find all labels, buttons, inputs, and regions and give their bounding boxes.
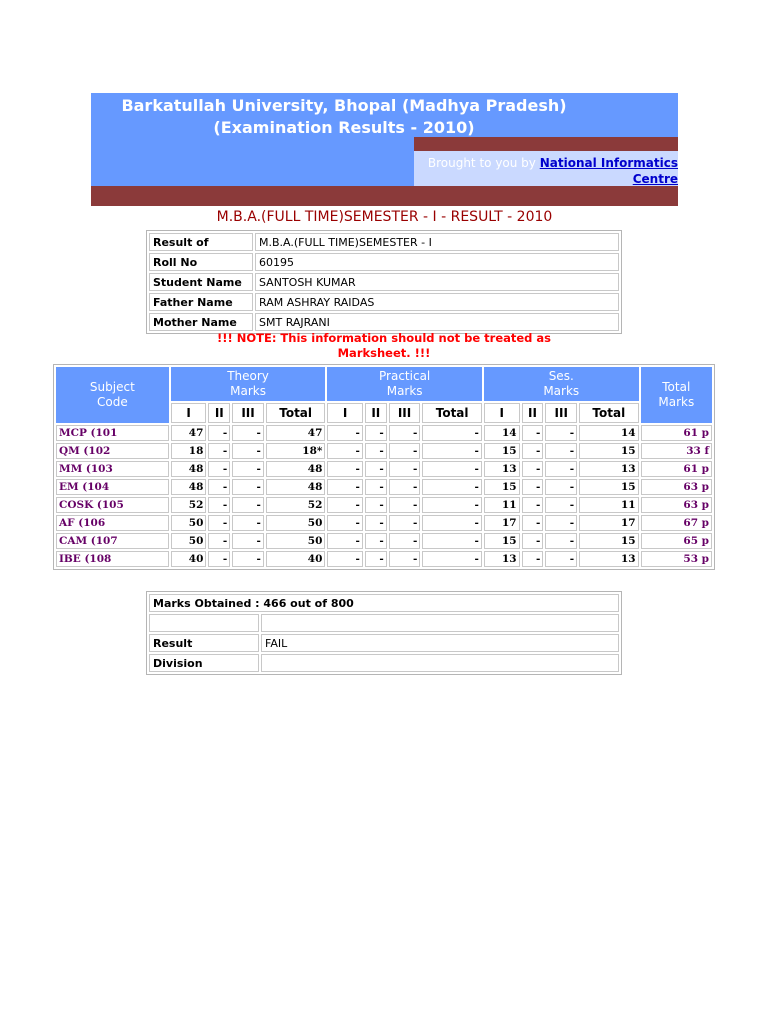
brought-to-you-box <box>414 151 678 186</box>
nic-link-line2: Centre <box>632 172 678 186</box>
marks-table <box>53 364 715 570</box>
mark-cell: 11 <box>484 497 520 513</box>
total-marks-header: Total Marks <box>641 367 712 423</box>
summary-row-marks <box>149 594 619 612</box>
mark-cell: - <box>208 479 230 495</box>
mark-cell: - <box>232 497 264 513</box>
mark-cell: 52 <box>266 497 326 513</box>
mark-cell: - <box>389 533 421 549</box>
mark-cell: 47 <box>171 425 207 441</box>
total-mark: 53 p <box>641 551 712 567</box>
sub-column-header: I <box>484 403 520 423</box>
mark-cell: 15 <box>484 479 520 495</box>
mark-cell: 15 <box>484 533 520 549</box>
mark-cell: - <box>545 461 577 477</box>
table-row <box>56 533 712 549</box>
subject-code-header: Subject Code <box>56 367 169 423</box>
sub-column-header: III <box>232 403 264 423</box>
theory-marks-header: Theory Marks <box>171 367 326 401</box>
subject-code: QM (102 <box>56 443 169 459</box>
mark-cell: - <box>545 533 577 549</box>
sub-column-header: II <box>365 403 387 423</box>
mark-cell: 52 <box>171 497 207 513</box>
student-info-row <box>149 293 619 311</box>
mark-cell: - <box>422 551 482 567</box>
mark-cell: - <box>389 551 421 567</box>
ses-marks-header: Ses. Marks <box>484 367 639 401</box>
blank-label <box>149 614 259 632</box>
mark-cell: - <box>327 551 363 567</box>
mark-cell: - <box>545 551 577 567</box>
subject-code: AF (106 <box>56 515 169 531</box>
note-line-1: !!! NOTE: This information should not be treated as <box>216 331 552 345</box>
mark-cell: - <box>365 443 387 459</box>
mark-cell: 40 <box>171 551 207 567</box>
mark-cell: - <box>365 515 387 531</box>
sub-column-header: III <box>389 403 421 423</box>
mark-cell: - <box>232 479 264 495</box>
mark-cell: 14 <box>579 425 639 441</box>
mark-cell: 11 <box>579 497 639 513</box>
info-value: M.B.A.(FULL TIME)SEMESTER - I <box>255 233 619 251</box>
mark-cell: 50 <box>266 515 326 531</box>
mark-cell: 50 <box>266 533 326 549</box>
mark-cell: - <box>365 461 387 477</box>
mark-cell: - <box>522 425 544 441</box>
mark-cell: 15 <box>579 443 639 459</box>
mark-cell: - <box>422 533 482 549</box>
mark-cell: - <box>545 497 577 513</box>
info-value: SMT RAJRANI <box>255 313 619 331</box>
sub-column-header: I <box>327 403 363 423</box>
practical-marks-header: Practical Marks <box>327 367 482 401</box>
mark-cell: - <box>232 461 264 477</box>
mark-cell: - <box>522 479 544 495</box>
mark-cell: 17 <box>579 515 639 531</box>
total-mark: 63 p <box>641 479 712 495</box>
subject-code: CAM (107 <box>56 533 169 549</box>
mark-cell: - <box>522 515 544 531</box>
header-divider-bottom <box>91 186 678 206</box>
mark-cell: 48 <box>266 461 326 477</box>
mark-cell: - <box>522 533 544 549</box>
mark-cell: 47 <box>266 425 326 441</box>
nic-link-line1: National Informatics <box>539 156 678 170</box>
mark-cell: 18* <box>266 443 326 459</box>
student-info-table <box>146 230 622 334</box>
total-mark: 33 f <box>641 443 712 459</box>
mark-cell: - <box>327 461 363 477</box>
mark-cell: - <box>389 479 421 495</box>
table-row <box>56 461 712 477</box>
mark-cell: 13 <box>579 551 639 567</box>
mark-cell: 17 <box>484 515 520 531</box>
result-value: FAIL <box>261 634 619 652</box>
university-title <box>91 95 597 139</box>
mark-cell: - <box>389 497 421 513</box>
info-label: Result of <box>149 233 253 251</box>
mark-cell: - <box>327 497 363 513</box>
student-info-row <box>149 253 619 271</box>
mark-cell: - <box>208 551 230 567</box>
info-label: Father Name <box>149 293 253 311</box>
mark-cell: - <box>545 443 577 459</box>
subject-code: IBE (108 <box>56 551 169 567</box>
mark-cell: - <box>422 515 482 531</box>
mark-cell: - <box>208 443 230 459</box>
mark-cell: 48 <box>171 461 207 477</box>
mark-cell: - <box>522 443 544 459</box>
total-mark: 61 p <box>641 425 712 441</box>
exam-results-year: (Examination Results - 2010) <box>213 118 475 137</box>
nic-link[interactable] <box>540 156 678 186</box>
mark-cell: - <box>389 425 421 441</box>
mark-cell: 15 <box>579 533 639 549</box>
table-row <box>56 497 712 513</box>
mark-cell: - <box>389 515 421 531</box>
sub-column-header: Total <box>422 403 482 423</box>
mark-cell: - <box>522 461 544 477</box>
mark-cell: - <box>327 515 363 531</box>
mark-cell: 48 <box>171 479 207 495</box>
mark-cell: - <box>365 551 387 567</box>
marksheet-note <box>146 331 622 361</box>
subject-code: COSK (105 <box>56 497 169 513</box>
mark-cell: - <box>232 425 264 441</box>
mark-cell: - <box>327 479 363 495</box>
total-mark: 65 p <box>641 533 712 549</box>
sub-column-header: II <box>522 403 544 423</box>
mark-cell: - <box>422 425 482 441</box>
mark-cell: - <box>208 515 230 531</box>
mark-cell: - <box>365 479 387 495</box>
sub-column-header: Total <box>579 403 639 423</box>
exam-title: M.B.A.(FULL TIME)SEMESTER - I - RESULT - 2010 <box>216 209 553 225</box>
result-label: Result <box>149 634 259 652</box>
division-label: Division <box>149 654 259 672</box>
division-value <box>261 654 619 672</box>
subject-code: EM (104 <box>56 479 169 495</box>
marks-obtained: Marks Obtained : 466 out of 800 <box>149 594 619 612</box>
mark-cell: - <box>422 497 482 513</box>
mark-cell: - <box>208 461 230 477</box>
summary-table <box>146 591 622 675</box>
mark-cell: 15 <box>579 479 639 495</box>
mark-cell: - <box>545 515 577 531</box>
mark-cell: - <box>389 461 421 477</box>
info-value: RAM ASHRAY RAIDAS <box>255 293 619 311</box>
info-value: SANTOSH KUMAR <box>255 273 619 291</box>
mark-cell: - <box>232 551 264 567</box>
mark-cell: 50 <box>171 515 207 531</box>
total-mark: 67 p <box>641 515 712 531</box>
info-label: Roll No <box>149 253 253 271</box>
mark-cell: - <box>327 533 363 549</box>
mark-cell: - <box>365 497 387 513</box>
info-label: Student Name <box>149 273 253 291</box>
total-mark: 61 p <box>641 461 712 477</box>
mark-cell: - <box>232 515 264 531</box>
student-info-row <box>149 273 619 291</box>
subject-code: MCP (101 <box>56 425 169 441</box>
mark-cell: - <box>208 425 230 441</box>
results-header <box>91 93 678 206</box>
mark-cell: 40 <box>266 551 326 567</box>
mark-cell: - <box>208 497 230 513</box>
mark-cell: - <box>327 425 363 441</box>
subject-code: MM (103 <box>56 461 169 477</box>
blank-value <box>261 614 619 632</box>
mark-cell: - <box>327 443 363 459</box>
mark-cell: 13 <box>579 461 639 477</box>
mark-cell: - <box>389 443 421 459</box>
sub-column-header: II <box>208 403 230 423</box>
summary-row-result <box>149 634 619 652</box>
mark-cell: - <box>522 497 544 513</box>
mark-cell: 18 <box>171 443 207 459</box>
note-line-2: Marksheet. !!! <box>337 346 431 360</box>
mark-cell: 15 <box>484 443 520 459</box>
summary-row-blank <box>149 614 619 632</box>
university-name: Barkatullah University, Bhopal (Madhya Pradesh) <box>121 96 567 115</box>
mark-cell: 13 <box>484 551 520 567</box>
student-info-row <box>149 313 619 331</box>
mark-cell: 48 <box>266 479 326 495</box>
mark-cell: - <box>208 533 230 549</box>
mark-cell: 13 <box>484 461 520 477</box>
mark-cell: - <box>522 551 544 567</box>
mark-cell: 50 <box>171 533 207 549</box>
table-row <box>56 551 712 567</box>
mark-cell: - <box>365 533 387 549</box>
mark-cell: - <box>232 443 264 459</box>
table-row <box>56 443 712 459</box>
total-mark: 63 p <box>641 497 712 513</box>
sub-column-header: Total <box>266 403 326 423</box>
mark-cell: - <box>545 479 577 495</box>
mark-cell: - <box>422 461 482 477</box>
table-row <box>56 515 712 531</box>
table-row <box>56 425 712 441</box>
summary-row-division <box>149 654 619 672</box>
mark-cell: - <box>422 443 482 459</box>
table-row <box>56 479 712 495</box>
mark-cell: - <box>422 479 482 495</box>
student-info-row <box>149 233 619 251</box>
mark-cell: - <box>365 425 387 441</box>
mark-cell: - <box>545 425 577 441</box>
brought-to-you-text: Brought to you by <box>427 156 536 170</box>
mark-cell: - <box>232 533 264 549</box>
header-divider-top <box>414 137 678 151</box>
info-label: Mother Name <box>149 313 253 331</box>
info-value: 60195 <box>255 253 619 271</box>
sub-column-header: I <box>171 403 207 423</box>
sub-column-header: III <box>545 403 577 423</box>
mark-cell: 14 <box>484 425 520 441</box>
